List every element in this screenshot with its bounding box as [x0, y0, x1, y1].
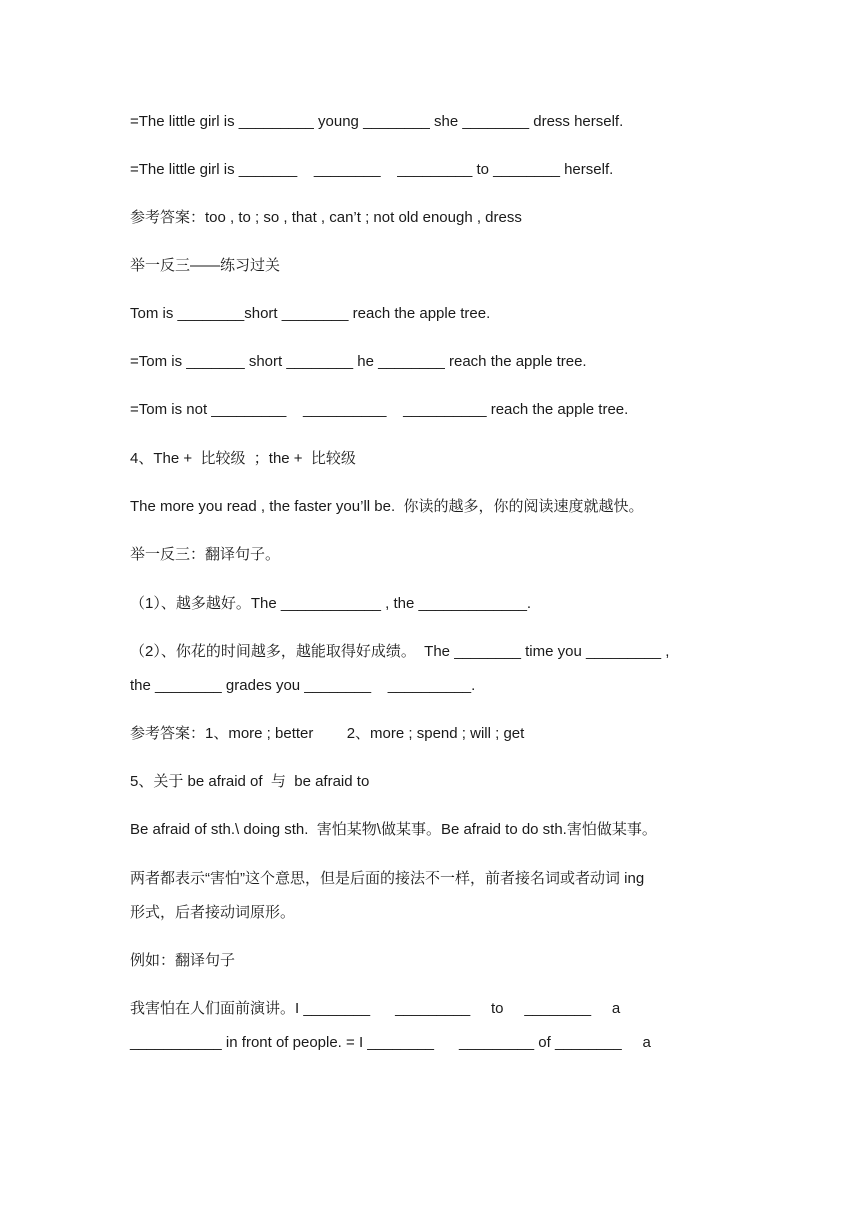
answer-line: 参考答案：1、more ; better 2、more ; spend ; will ; get	[130, 725, 525, 742]
section-heading: 举一反三——练习过关	[130, 257, 281, 274]
section-heading: 举一反三：翻译句子。	[130, 546, 281, 563]
section-heading: 例如：翻译句子	[130, 952, 236, 969]
section-heading: 4、The + 比较级 ；the + 比较级	[130, 450, 356, 467]
text-line: The more you read , the faster you’ll be. 你读的越多，你的阅读速度就越快。	[130, 498, 644, 515]
exercise-line: the ________ grades you ________ __________.	[130, 677, 476, 694]
exercise-line: 我害怕在人们面前演讲。I ________ _________ to ________ a	[130, 1000, 621, 1017]
section-heading: 5、关于 be afraid of 与 be afraid to	[130, 773, 370, 790]
text-line: =The little girl is _______ ________ _________ to ________ herself.	[130, 161, 614, 178]
exercise-line: （1）、越多越好。The ____________ , the _____________.	[130, 595, 532, 612]
text-line: 形式，后者接动词原形。	[130, 904, 296, 921]
exercise-line: （2）、你花的时间越多，越能取得好成绩。 The ________ time you _________ ,	[130, 643, 670, 660]
text-line: =The little girl is _________ young ________ she ________ dress herself.	[130, 113, 624, 130]
answer-line: 参考答案：too , to ; so , that , can’t ; not old enough , dress	[130, 209, 522, 226]
text-line: 两者都表示“害怕”这个意思，但是后面的接法不一样，前者接名词或者动词 ing	[130, 870, 645, 887]
text-line: =Tom is _______ short ________ he ________ reach the apple tree.	[130, 353, 587, 370]
text-line: =Tom is not _________ __________ __________ reach the apple tree.	[130, 401, 629, 418]
text-line: Tom is ________short ________ reach the apple tree.	[130, 305, 491, 322]
exercise-line: ___________ in front of people. = I ________ _________ of ________ a	[130, 1034, 651, 1051]
text-line: Be afraid of sth.\ doing sth. 害怕某物\做某事。Be afraid to do sth.害怕做某事。	[130, 821, 657, 838]
